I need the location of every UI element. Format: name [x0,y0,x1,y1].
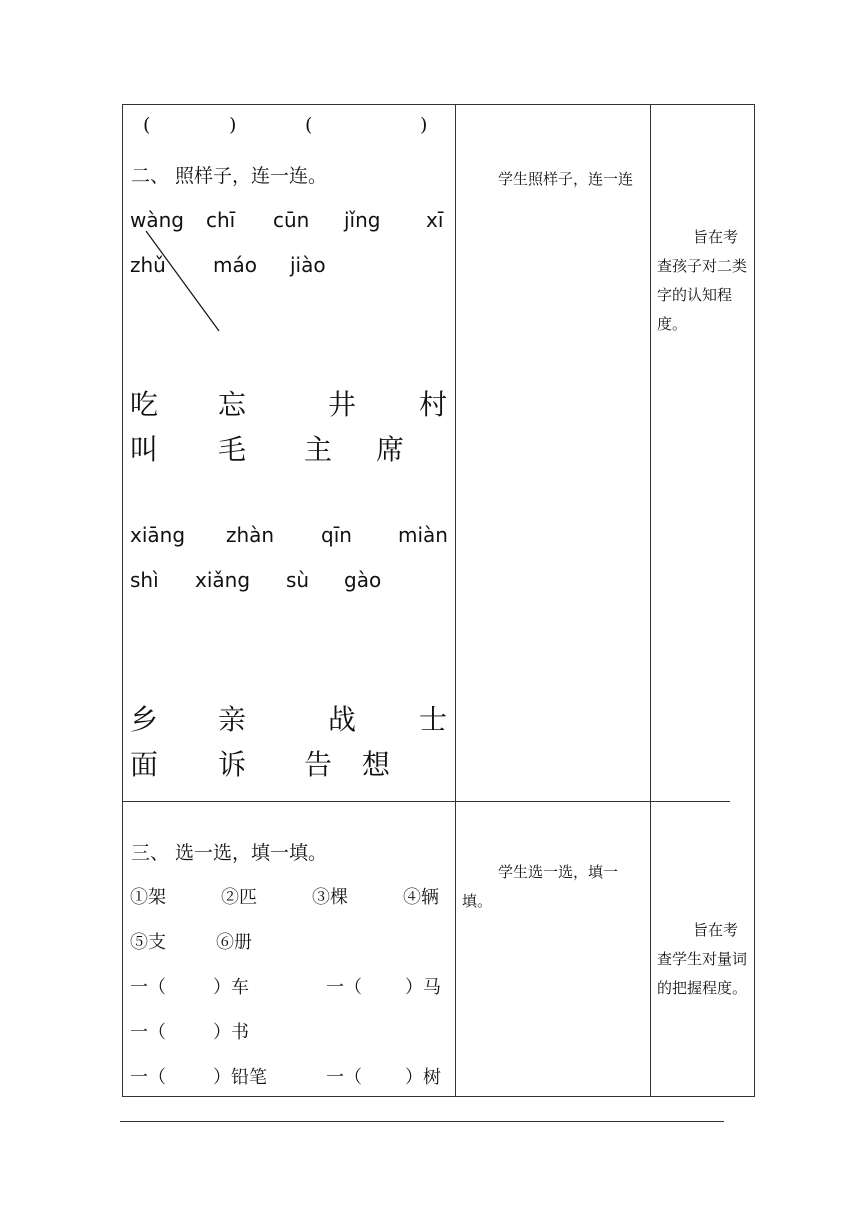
pinyin: wàng [130,208,184,232]
hanzi: 毛 [218,433,247,466]
table-bottom-border [122,1096,755,1097]
hanzi: 想 [362,748,391,781]
row-divider [122,801,730,802]
pinyin: jǐng [344,208,381,232]
pinyin: máo [213,253,257,277]
section-two-heading: 二、 照样子，连一连。 [131,165,328,187]
table-left-border [122,104,123,1097]
measure-word-option: ⑥册 [216,932,252,953]
fill-blank-prefix: 一（ [130,1067,166,1088]
blank-paren-close-1: ) [229,114,237,136]
table-top-border [122,104,755,105]
pinyin: gào [344,568,382,592]
pinyin: miàn [398,523,448,547]
pinyin: shì [130,568,159,592]
hanzi: 吃 [130,388,159,421]
teaching-purpose-note: 旨在考查学生对量词的把握程度。 [657,921,748,997]
pinyin: zhàn [226,523,275,547]
pinyin: qīn [321,523,352,547]
column-divider-1 [455,104,456,1097]
example-connecting-line [140,225,230,335]
fill-blank-prefix: 一（ [326,1067,362,1088]
hanzi: 亲 [218,703,247,736]
pinyin: xī [426,208,444,232]
fill-blank-suffix: ）书 [213,1022,249,1043]
hanzi: 诉 [218,748,247,781]
student-activity-note: 学生照样子，连一连 [498,170,634,188]
pinyin: chī [206,208,236,232]
hanzi: 面 [130,748,159,781]
pinyin: xiāng [130,523,186,547]
measure-word-option: ②匹 [221,887,257,908]
hanzi: 席 [376,433,405,466]
hanzi: 村 [419,388,448,421]
column-divider-2 [650,104,651,1097]
hanzi: 士 [419,703,448,736]
blank-paren-open-1: ( [143,114,151,136]
student-activity-note: 学生选一选，填一填。 [462,863,619,910]
blank-paren-open-2: ( [305,114,313,136]
fill-blank-suffix: ）马 [405,977,441,998]
hanzi: 告 [304,748,333,781]
fill-blank-suffix: ）铅笔 [213,1067,267,1088]
pinyin: cūn [273,208,310,232]
hanzi: 主 [304,433,333,466]
hanzi: 战 [328,703,357,736]
measure-word-option: ⑤支 [130,932,166,953]
measure-word-option: ③棵 [312,887,348,908]
fill-blank-prefix: 一（ [326,977,362,998]
blank-paren-close-2: ) [420,114,428,136]
pinyin: zhǔ [130,253,166,277]
hanzi: 乡 [130,703,159,736]
fill-blank-suffix: ）车 [213,977,249,998]
pinyin: xiǎng [195,568,251,592]
pinyin: jiào [290,253,326,277]
fill-blank-prefix: 一（ [130,977,166,998]
measure-word-option: ④辆 [403,887,439,908]
table-right-border [754,104,755,1097]
fill-blank-suffix: ）树 [405,1067,441,1088]
teaching-purpose-note: 旨在考查孩子对二类字的认知程度。 [657,228,748,333]
pinyin: sù [286,568,310,592]
fill-blank-prefix: 一（ [130,1022,166,1043]
page-footer-rule [120,1121,724,1122]
measure-word-option: ①架 [130,887,166,908]
hanzi: 叫 [130,433,159,466]
hanzi: 忘 [218,388,247,421]
hanzi: 井 [328,388,357,421]
section-three-heading: 三、 选一选，填一填。 [131,842,328,864]
